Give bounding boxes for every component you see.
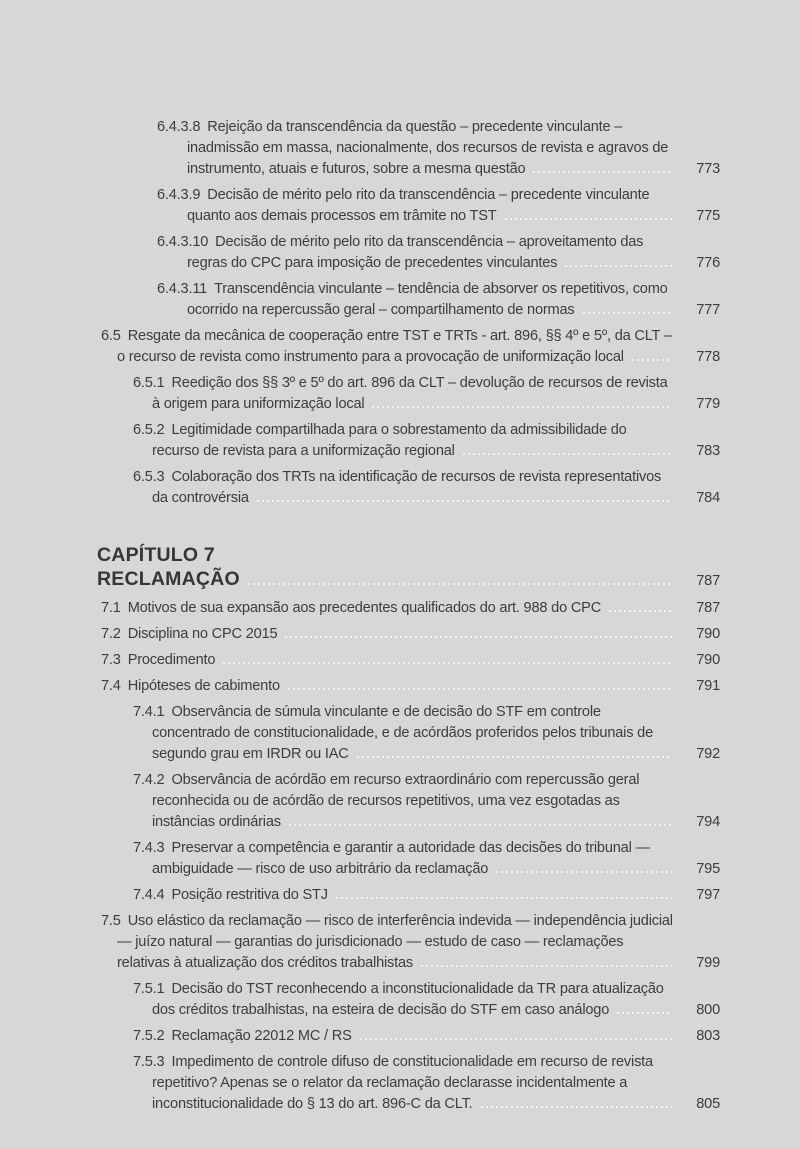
entry-title: Impedimento de controle difuso de constitucionalidade em recurso de revista repetitivo? Apenas se o relator da reclamação declarasse incidentalmente a inconstitucionalidade do § 13 do art. 896-C da CLT. — [152, 1054, 653, 1112]
entry-page-number: 790 — [696, 652, 720, 668]
entry-number: 7.3 — [101, 652, 121, 668]
entry-number: 6.5.3 — [133, 469, 165, 485]
toc-entry — [0, 702, 720, 765]
toc-section — [0, 117, 800, 509]
dot-leader — [223, 662, 672, 664]
toc-entry — [0, 467, 720, 509]
entry-title: Decisão de mérito pelo rito da transcendência – precedente vinculante quanto aos demais processos em trâmite no TST — [187, 187, 650, 224]
toc-entry — [0, 650, 720, 671]
entry-text — [133, 1026, 676, 1047]
entry-title: Motivos de sua expansão aos precedentes qualificados do art. 988 do CPC — [127, 600, 602, 616]
dot-leader — [360, 1038, 672, 1040]
entry-text — [97, 567, 676, 592]
toc-entry — [0, 598, 720, 619]
entry-title: Posição restritiva do STJ — [171, 887, 328, 903]
chapter-number-heading: CAPÍTULO 7 — [97, 544, 215, 566]
entry-text — [157, 117, 676, 180]
dot-leader — [463, 453, 672, 455]
entry-page-number: 792 — [696, 746, 720, 762]
entry-number: 6.4.3.9 — [157, 187, 201, 203]
entry-text — [157, 185, 676, 227]
entry-number: 6.4.3.11 — [157, 281, 208, 297]
chapter-heading — [0, 543, 800, 592]
toc-entry — [0, 979, 720, 1021]
entry-text — [101, 650, 676, 671]
toc-entry — [0, 420, 720, 462]
entry-number: 7.4 — [101, 678, 121, 694]
entry-number: 7.4.2 — [133, 772, 165, 788]
dot-leader — [533, 171, 672, 173]
dot-leader — [496, 871, 672, 873]
dot-leader — [289, 824, 672, 826]
entry-text — [101, 676, 676, 697]
toc-entry — [0, 185, 720, 227]
entry-number: 7.5.3 — [133, 1054, 165, 1070]
entry-title: Reclamação 22012 MC / RS — [171, 1028, 352, 1044]
entry-page-number: 799 — [696, 955, 720, 971]
entry-title: Procedimento — [127, 652, 216, 668]
entry-number: 7.1 — [101, 600, 121, 616]
entry-text — [101, 624, 676, 645]
entry-text — [157, 279, 676, 321]
dot-leader — [285, 636, 672, 638]
entry-title: Decisão do TST reconhecendo a inconstitucionalidade da TR para atualização dos créditos trabalhistas, na esteira de decisão do STF em caso análogo — [152, 981, 664, 1018]
dot-leader — [481, 1106, 672, 1108]
dot-leader — [617, 1012, 672, 1014]
entry-text — [101, 326, 676, 368]
entry-page-number: 791 — [696, 678, 720, 694]
entry-title: Legitimidade compartilhada para o sobrestamento da admissibilidade do recurso de revista para a uniformização regional — [152, 422, 627, 459]
entry-title: Resgate da mecânica de cooperação entre TST e TRTs - art. 896, §§ 4º e 5º, da CLT – o recurso de revista como instrumento para a provocação de uniformização local — [117, 328, 672, 365]
entry-title: Observância de acórdão em recurso extraordinário com repercussão geral reconhecida ou de acórdão de recursos repetitivos, uma vez esgotadas as instâncias ordinárias — [152, 772, 640, 830]
entry-number: 7.5.2 — [133, 1028, 165, 1044]
entry-number: 7.2 — [101, 626, 121, 642]
entry-title: Rejeição da transcendência da questão – precedente vinculante – inadmissão em massa, nacionalmente, dos recursos de revista e agravos de instrumento, atuais e futuros, sobre a mesma questão — [187, 119, 669, 177]
dot-leader — [632, 359, 672, 361]
dot-leader — [421, 965, 672, 967]
entry-page-number: 778 — [696, 349, 720, 365]
entry-page-number: 794 — [696, 814, 720, 830]
toc-entry — [0, 624, 720, 645]
entry-title: Decisão de mérito pelo rito da transcendência – aproveitamento das regras do CPC para imposição de precedentes vinculantes — [187, 234, 644, 271]
toc-entry — [0, 326, 720, 368]
toc-entry — [0, 117, 720, 180]
entry-number: 7.5 — [101, 913, 121, 929]
entry-title: Colaboração dos TRTs na identificação de recursos de revista representativos da controvérsia — [152, 469, 662, 506]
entry-number: 6.4.3.10 — [157, 234, 209, 250]
entry-page-number: 775 — [696, 208, 720, 224]
entry-text — [133, 373, 676, 415]
entry-title: Preservar a competência e garantir a autoridade das decisões do tribunal — ambiguidade — risco de uso arbitrário da reclamação — [152, 840, 650, 877]
entry-number: 7.4.4 — [133, 887, 165, 903]
entry-title: Uso elástico da reclamação — risco de interferência indevida — independência judicial — juízo natural — garantias do jurisdicionado — estudo de caso — reclamações relativas à atualização dos créditos trabalhistas — [117, 913, 673, 971]
dot-leader — [336, 897, 672, 899]
entry-number: 7.4.3 — [133, 840, 165, 856]
entry-number: 6.5.1 — [133, 375, 165, 391]
entry-text — [133, 1052, 676, 1115]
dot-leader — [505, 218, 672, 220]
entry-text — [133, 838, 676, 880]
chapter-title-row — [0, 567, 720, 592]
toc-entry — [0, 911, 720, 974]
entry-page-number: 803 — [696, 1028, 720, 1044]
toc-entry — [0, 232, 720, 274]
dot-leader — [357, 756, 672, 758]
entry-text — [133, 702, 676, 765]
entry-page-number: 800 — [696, 1002, 720, 1018]
entry-text — [101, 911, 676, 974]
entry-page-number: 776 — [696, 255, 720, 271]
entry-title: Disciplina no CPC 2015 — [127, 626, 278, 642]
entry-title: Observância de súmula vinculante e de decisão do STF em controle concentrado de constitucionalidade, e de acórdãos proferidos pelos tribunais de segundo grau em IRDR ou IAC — [152, 704, 653, 762]
entry-title: Hipóteses de cabimento — [127, 678, 280, 694]
entry-page-number: 805 — [696, 1096, 720, 1112]
entry-page-number: 773 — [696, 161, 720, 177]
dot-leader — [257, 500, 672, 502]
dot-leader — [565, 265, 672, 267]
entry-page-number: 787 — [696, 573, 720, 589]
entry-page-number: 779 — [696, 396, 720, 412]
entry-text — [133, 885, 676, 906]
toc-entry — [0, 885, 720, 906]
entry-number: 6.5.2 — [133, 422, 165, 438]
dot-leader — [248, 583, 672, 585]
entry-page-number: 790 — [696, 626, 720, 642]
toc-section — [0, 543, 800, 1115]
entry-number: 7.4.1 — [133, 704, 165, 720]
entry-text — [133, 467, 676, 509]
entry-page-number: 783 — [696, 443, 720, 459]
toc-entry — [0, 770, 720, 833]
dot-leader — [372, 406, 672, 408]
entry-title: Transcendência vinculante – tendência de absorver os repetitivos, como ocorrido na repercussão geral – compartilhamento de normas — [187, 281, 668, 318]
dot-leader — [583, 312, 672, 314]
toc-entry — [0, 279, 720, 321]
entry-page-number: 795 — [696, 861, 720, 877]
entry-number: 7.5.1 — [133, 981, 165, 997]
dot-leader — [609, 610, 672, 612]
toc-entry — [0, 1052, 720, 1115]
entry-text — [133, 979, 676, 1021]
entry-page-number: 784 — [696, 490, 720, 506]
toc-entry — [0, 676, 720, 697]
toc-entry — [0, 373, 720, 415]
dot-leader — [288, 688, 672, 690]
entry-text — [133, 770, 676, 833]
chapter-title: RECLAMAÇÃO — [97, 568, 240, 590]
entry-number: 6.5 — [101, 328, 121, 344]
toc-entry — [0, 1026, 720, 1047]
entry-number: 6.4.3.8 — [157, 119, 201, 135]
entry-title: Reedição dos §§ 3º e 5º do art. 896 da CLT – devolução de recursos de revista à origem para uniformização local — [152, 375, 668, 412]
entry-page-number: 777 — [696, 302, 720, 318]
entry-text — [133, 420, 676, 462]
toc-entry — [0, 838, 720, 880]
entry-text — [157, 232, 676, 274]
entry-text — [101, 598, 676, 619]
entry-page-number: 787 — [696, 600, 720, 616]
entry-page-number: 797 — [696, 887, 720, 903]
